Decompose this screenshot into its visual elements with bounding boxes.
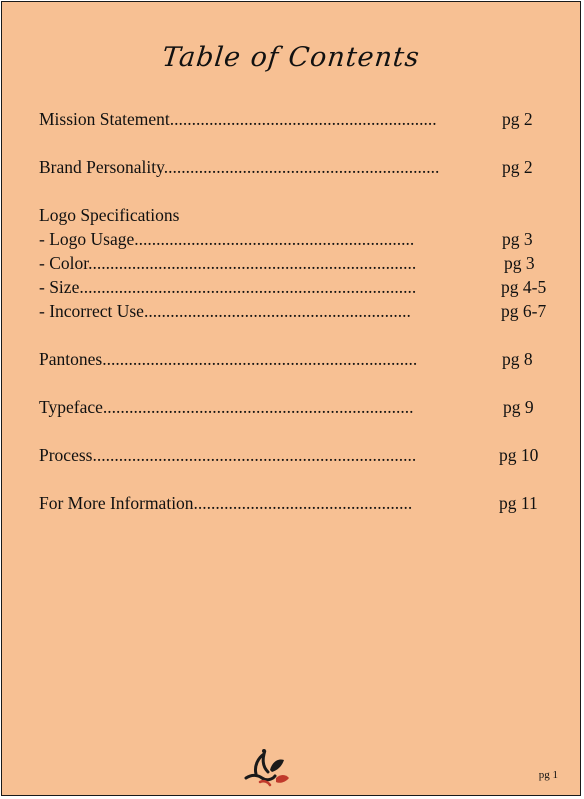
- page-title: Table of Contents: [160, 42, 422, 73]
- toc-entry-incorrect-use: - Incorrect Use.............................................................: [39, 301, 411, 321]
- toc-page-incorrect-use: pg 6-7: [501, 301, 547, 321]
- toc-entry-typeface: Typeface.......................................................................: [39, 397, 414, 417]
- toc-entry-logo-specifications: Logo Specifications: [39, 205, 180, 225]
- toc-entry-process: Process..........................................................................: [39, 445, 417, 465]
- toc-page-brand-personality: pg 2: [502, 157, 533, 177]
- toc-entry-mission-statement: Mission Statement.............................................................: [39, 109, 437, 129]
- toc-page-color: pg 3: [504, 253, 535, 273]
- page-number: pg 1: [538, 769, 558, 781]
- toc-page-mission-statement: pg 2: [502, 109, 533, 129]
- toc-entry-logo-usage: - Logo Usage................................................................: [39, 229, 415, 249]
- toc-page-logo-usage: pg 3: [502, 229, 533, 249]
- toc-page-typeface: pg 9: [503, 397, 534, 417]
- toc-entry-color: - Color...........................................................................: [39, 253, 417, 273]
- toc-entry-more-information: For More Information..................................................: [39, 493, 413, 513]
- toc-entry-size: - Size.............................................................................: [39, 277, 417, 297]
- document-page: [1, 1, 581, 796]
- toc-page-size: pg 4-5: [501, 277, 547, 297]
- ornamental-logo-icon: [242, 744, 292, 788]
- toc-page-pantones: pg 8: [502, 349, 533, 369]
- toc-entry-pantones: Pantones........................................................................: [39, 349, 418, 369]
- toc-page-more-information: pg 11: [499, 493, 538, 513]
- toc-entry-brand-personality: Brand Personality...............................................................: [39, 157, 440, 177]
- toc-page-process: pg 10: [499, 445, 539, 465]
